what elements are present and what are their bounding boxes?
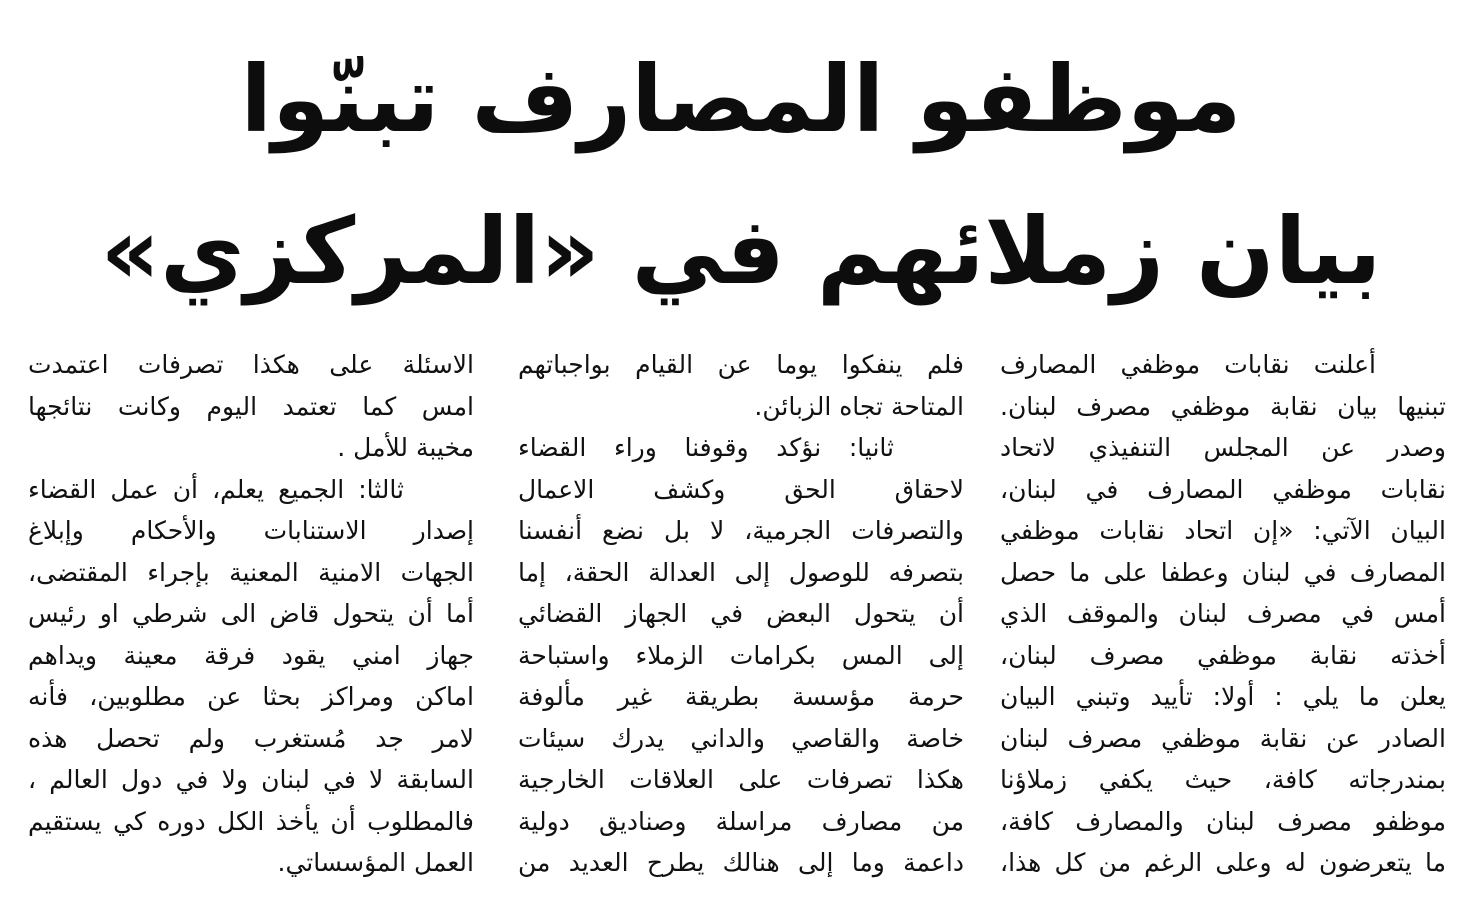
article-line: إلى المس بكرامات الزملاء واستباحة bbox=[518, 640, 964, 670]
article-line: البيان الآتي: «إن اتحاد نقابات موظفي bbox=[1000, 516, 1446, 545]
article-line: وصدر عن المجلس التنفيذي لاتحاد bbox=[1000, 433, 1446, 462]
article-line: أمس في مصرف لبنان والموقف الذي bbox=[1000, 599, 1446, 628]
article-line: تبنيها بيان نقابة موظفي مصرف لبنان. bbox=[1000, 391, 1446, 421]
article-column-middle bbox=[518, 344, 964, 884]
article-line: اماكن ومراكز بحثا عن مطلوبين، فأنه bbox=[28, 682, 474, 711]
article-line: داعمة وما إلى هنالك يطرح العديد من bbox=[518, 848, 964, 877]
article-line: والتصرفات الجرمية، لا بل نضع أنفسنا bbox=[518, 516, 964, 545]
article-line: أما أن يتحول قاض الى شرطي او رئيس bbox=[28, 599, 474, 628]
headline-line-1: موظفو المصارف تبنّوا bbox=[240, 46, 1242, 153]
article-column-right bbox=[1000, 344, 1446, 884]
article-line: الاسئلة على هكذا تصرفات اعتمدت bbox=[28, 350, 474, 379]
article-line: المتاحة تجاه الزبائن. bbox=[754, 391, 964, 421]
article-line: ثالثا: الجميع يعلم، أن عمل القضاء bbox=[28, 474, 404, 504]
article-line: نقابات موظفي المصارف في لبنان، bbox=[1000, 474, 1446, 504]
article-line: خاصة والقاصي والداني يدرك سيئات bbox=[518, 723, 964, 753]
article-line: لاحقاق الحق وكشف الاعمال bbox=[518, 474, 964, 504]
article-line: الجهات الامنية المعنية بإجراء المقتضى، bbox=[28, 557, 474, 587]
article-line: لامر جد مُستغرب ولم تحصل هذه bbox=[28, 723, 474, 753]
article-line: ما يتعرضون له وعلى الرغم من كل هذا، bbox=[1000, 848, 1446, 877]
article-line: امس كما تعتمد اليوم وكانت نتائجها bbox=[28, 391, 474, 421]
headline-line-2: بيان زملائهم في «المركزي» bbox=[100, 198, 1382, 305]
article-line: مخيبة للأمل . bbox=[337, 433, 474, 462]
article-line: فالمطلوب أن يأخذ الكل دوره كي يستقيم bbox=[28, 806, 474, 836]
article-line: المصارف في لبنان وعطفا على ما حصل bbox=[1000, 557, 1446, 587]
article-line: جهاز امني يقود فرقة معينة ويداهم bbox=[28, 640, 474, 670]
article-line: أعلنت نقابات موظفي المصارف bbox=[1000, 350, 1376, 379]
article-line: بتصرفه للوصول إلى العدالة الحقة، إما bbox=[518, 557, 964, 587]
article-line: ثانيا: نؤكد وقوفنا وراء القضاء bbox=[518, 433, 894, 462]
article-line: بمندرجاته كافة، حيث يكفي زملاؤنا bbox=[1000, 765, 1446, 794]
article-line: العمل المؤسساتي. bbox=[277, 848, 474, 877]
article-line: الصادر عن نقابة موظفي مصرف لبنان bbox=[1000, 723, 1446, 753]
article-line: هكذا تصرفات على العلاقات الخارجية bbox=[518, 765, 964, 794]
article-line: إصدار الاستنابات والأحكام وإبلاغ bbox=[28, 516, 474, 545]
article-column-left bbox=[28, 344, 474, 884]
article-line: السابقة لا في لبنان ولا في دول العالم ، bbox=[28, 765, 474, 794]
article-line: أخذته نقابة موظفي مصرف لبنان، bbox=[1000, 640, 1446, 670]
article-line: موظفو مصرف لبنان والمصارف كافة، bbox=[1000, 806, 1446, 836]
article-line: من مصارف مراسلة وصناديق دولية bbox=[518, 806, 964, 836]
article-line: يعلن ما يلي : أولا: تأييد وتبني البيان bbox=[1000, 682, 1446, 711]
article-line: حرمة مؤسسة بطريقة غير مألوفة bbox=[518, 682, 964, 711]
article-line: فلم ينفكوا يوما عن القيام بواجباتهم bbox=[518, 350, 964, 379]
article-line: أن يتحول البعض في الجهاز القضائي bbox=[518, 599, 964, 628]
